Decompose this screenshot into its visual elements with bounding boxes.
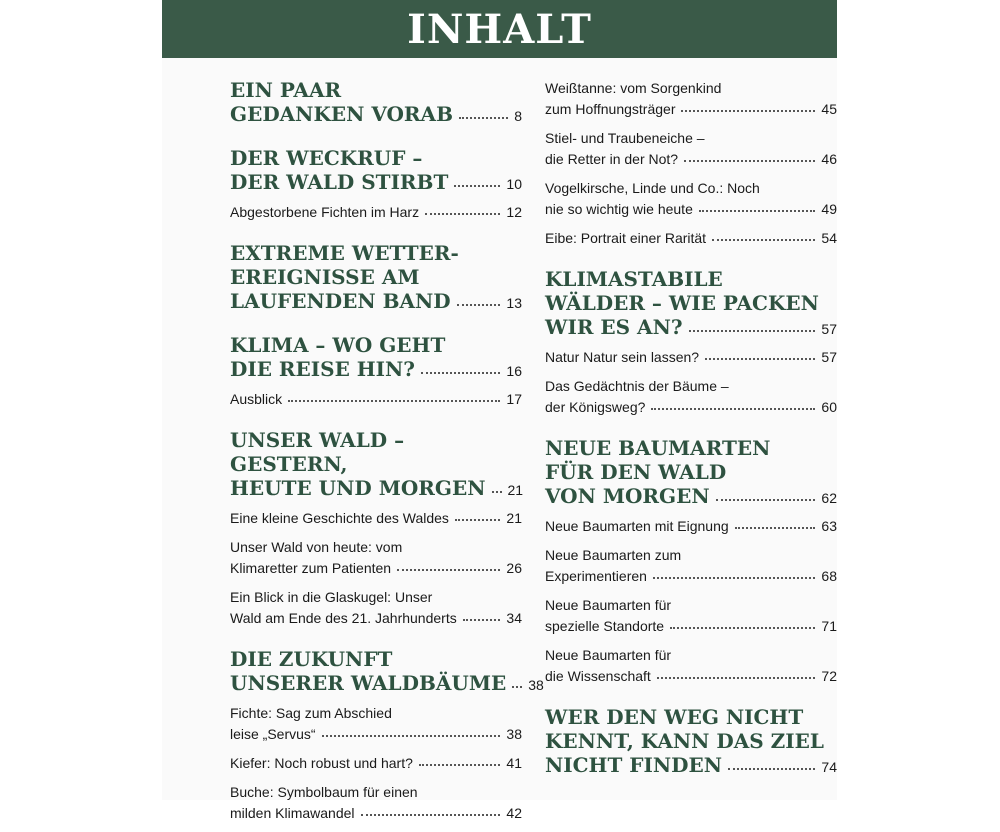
section-title-line: Neue Baumarten für [545, 647, 672, 663]
page-number: 45 [821, 101, 837, 117]
toc-section-entry [545, 78, 837, 120]
page-number: 57 [821, 321, 837, 337]
page-number: 38 [528, 677, 544, 693]
chapter-title-line: EIN PAAR [230, 78, 342, 102]
page-number: 17 [506, 391, 522, 407]
section-title-line: Ausblick [230, 391, 283, 407]
section-title-line: nie so wichtig wie heute [545, 201, 693, 217]
contents-banner [162, 0, 837, 58]
section-title-line: Das Gedächtnis der Bäume – [545, 378, 729, 394]
toc-section-entry [230, 202, 522, 223]
toc-chapter-entry [230, 333, 522, 383]
page-number: 38 [506, 726, 522, 742]
toc-chapter-entry [545, 705, 837, 779]
dot-leader [463, 619, 501, 621]
section-title-line: Neue Baumarten für [545, 597, 672, 613]
page-number: 21 [507, 482, 524, 498]
dot-leader [712, 239, 815, 241]
dot-leader [684, 160, 815, 162]
chapter-title-line: GEDANKEN VORAB [230, 102, 453, 126]
dot-leader [735, 527, 816, 529]
dot-leader [455, 519, 500, 521]
section-title-line: Vogelkirsche, Linde und Co.: Noch [545, 180, 760, 196]
toc-section-entry [545, 178, 837, 220]
dot-leader [421, 372, 500, 374]
section-title-line: Kiefer: Noch robust und hart? [230, 755, 413, 771]
dot-leader [397, 569, 500, 571]
dot-leader [681, 110, 815, 112]
page-number: 71 [821, 618, 837, 634]
chapter-title-line: WER DEN WEG NICHT [545, 705, 804, 729]
chapter-title-line: EREIGNISSE AM [230, 265, 420, 289]
toc-chapter-entry [230, 146, 522, 196]
toc-section-entry [230, 753, 522, 774]
section-title-line: Stiel- und Traubeneiche – [545, 130, 705, 146]
dot-leader [657, 677, 816, 679]
chapter-title-line: NICHT FINDEN [545, 753, 723, 777]
toc-section-entry [545, 347, 837, 368]
page-number: 74 [821, 759, 837, 775]
dot-leader [288, 400, 500, 402]
page-number: 72 [821, 668, 837, 684]
toc-section-entry [545, 595, 837, 637]
page-number: 68 [821, 568, 837, 584]
toc-chapter-entry [545, 436, 837, 510]
chapter-title-line: WÄLDER – WIE PACKEN [545, 291, 819, 315]
dot-leader [454, 185, 500, 187]
page-number: 12 [506, 204, 522, 220]
toc-section-entry [230, 508, 522, 529]
toc-chapter-entry [230, 241, 522, 315]
dot-leader [705, 358, 815, 360]
section-title-line: Natur Natur sein lassen? [545, 349, 700, 365]
page-number: 26 [506, 560, 522, 576]
section-title-line: Eine kleine Geschichte des Waldes [230, 510, 449, 526]
page-number: 16 [506, 363, 522, 379]
section-title-line: leise „Servus“ [230, 726, 316, 742]
section-title-line: Neue Baumarten mit Eignung [545, 518, 729, 534]
toc-section-entry [545, 376, 837, 418]
dot-leader [512, 686, 522, 688]
page-number: 54 [821, 230, 837, 246]
section-title-line: Buche: Symbolbaum für einen [230, 784, 418, 800]
toc-chapter-entry [545, 267, 837, 341]
dot-leader [361, 814, 501, 816]
page-number: 13 [506, 295, 522, 311]
page-title: INHALT [407, 5, 592, 53]
toc-chapter-entry [230, 647, 544, 697]
chapter-title-line: UNSER WALD – GESTERN, [230, 428, 405, 476]
toc-section-entry [230, 587, 522, 629]
chapter-title-line: UNSERER WALDBÄUME [230, 671, 507, 695]
toc-chapter-entry [230, 78, 522, 128]
page-number: 10 [506, 176, 522, 192]
chapter-title-line: LAUFENDEN BAND [230, 289, 451, 313]
page-number: 60 [821, 399, 837, 415]
section-title-line: milden Klimawandel [230, 805, 355, 821]
dot-leader [653, 577, 815, 579]
dot-leader [728, 768, 815, 770]
page-number: 42 [506, 805, 522, 821]
toc-section-entry [230, 782, 522, 824]
page-number: 62 [821, 490, 837, 506]
toc-chapter-entry [230, 428, 522, 502]
dot-leader [689, 330, 816, 332]
chapter-title-line: VON MORGEN [545, 484, 710, 508]
toc-column-left [230, 78, 544, 832]
chapter-title-line: DIE REISE HIN? [230, 357, 416, 381]
toc-column-right [545, 78, 837, 785]
dot-leader [699, 210, 816, 212]
chapter-title-line: KLIMASTABILE [545, 267, 723, 291]
page-number: 8 [514, 108, 522, 124]
page-number: 46 [821, 151, 837, 167]
page-number: 63 [821, 518, 837, 534]
dot-leader [716, 499, 816, 501]
section-title-line: Eibe: Portrait einer Rarität [545, 230, 707, 246]
toc-section-entry [545, 128, 837, 170]
section-title-line: Fichte: Sag zum Abschied [230, 705, 392, 721]
section-title-line: Neue Baumarten zum [545, 547, 682, 563]
chapter-title-line: DIE ZUKUNFT [230, 647, 393, 671]
chapter-title-line: EXTREME WETTER- [230, 241, 459, 265]
chapter-title-line: DER WECKRUF – [230, 146, 423, 170]
section-title-line: Weißtanne: vom Sorgenkind [545, 80, 722, 96]
dot-leader [670, 627, 815, 629]
dot-leader [419, 764, 501, 766]
page-number: 34 [506, 610, 522, 626]
section-title-line: Klimaretter zum Patienten [230, 560, 392, 576]
dot-leader [651, 408, 815, 410]
chapter-title-line: HEUTE UND MORGEN [230, 476, 486, 500]
dot-leader [425, 213, 500, 215]
section-title-line: spezielle Standorte [545, 618, 665, 634]
chapter-title-line: KENNT, KANN DAS ZIEL [545, 729, 824, 753]
section-title-line: der Königsweg? [545, 399, 646, 415]
chapter-title-line: KLIMA – WO GEHT [230, 333, 446, 357]
toc-section-entry [230, 703, 522, 745]
toc-section-entry [230, 389, 522, 410]
toc-section-entry [545, 228, 837, 249]
section-title-line: zum Hoffnungsträger [545, 101, 676, 117]
page-number: 49 [821, 201, 837, 217]
section-title-line: die Retter in der Not? [545, 151, 679, 167]
section-title-line: die Wissenschaft [545, 668, 651, 684]
dot-leader [457, 304, 501, 306]
chapter-title-line: NEUE BAUMARTEN [545, 436, 771, 460]
section-title-line: Experimentieren [545, 568, 647, 584]
chapter-title-line: WIR ES AN? [545, 315, 683, 339]
section-title-line: Ein Blick in die Glaskugel: Unser [230, 589, 433, 605]
page-number: 41 [506, 755, 522, 771]
section-title-line: Wald am Ende des 21. Jahrhunderts [230, 610, 457, 626]
dot-leader [492, 491, 502, 493]
dot-leader [322, 735, 501, 737]
chapter-title-line: DER WALD STIRBT [230, 170, 449, 194]
dot-leader [459, 117, 508, 119]
toc-section-entry [545, 545, 837, 587]
section-title-line: Abgestorbene Fichten im Harz [230, 204, 420, 220]
toc-section-entry [545, 516, 837, 537]
section-title-line: Unser Wald von heute: vom [230, 539, 403, 555]
page-number: 21 [506, 510, 522, 526]
toc-section-entry [230, 537, 522, 579]
page-number: 57 [821, 349, 837, 365]
toc-section-entry [545, 645, 837, 687]
chapter-title-line: FÜR DEN WALD [545, 460, 727, 484]
